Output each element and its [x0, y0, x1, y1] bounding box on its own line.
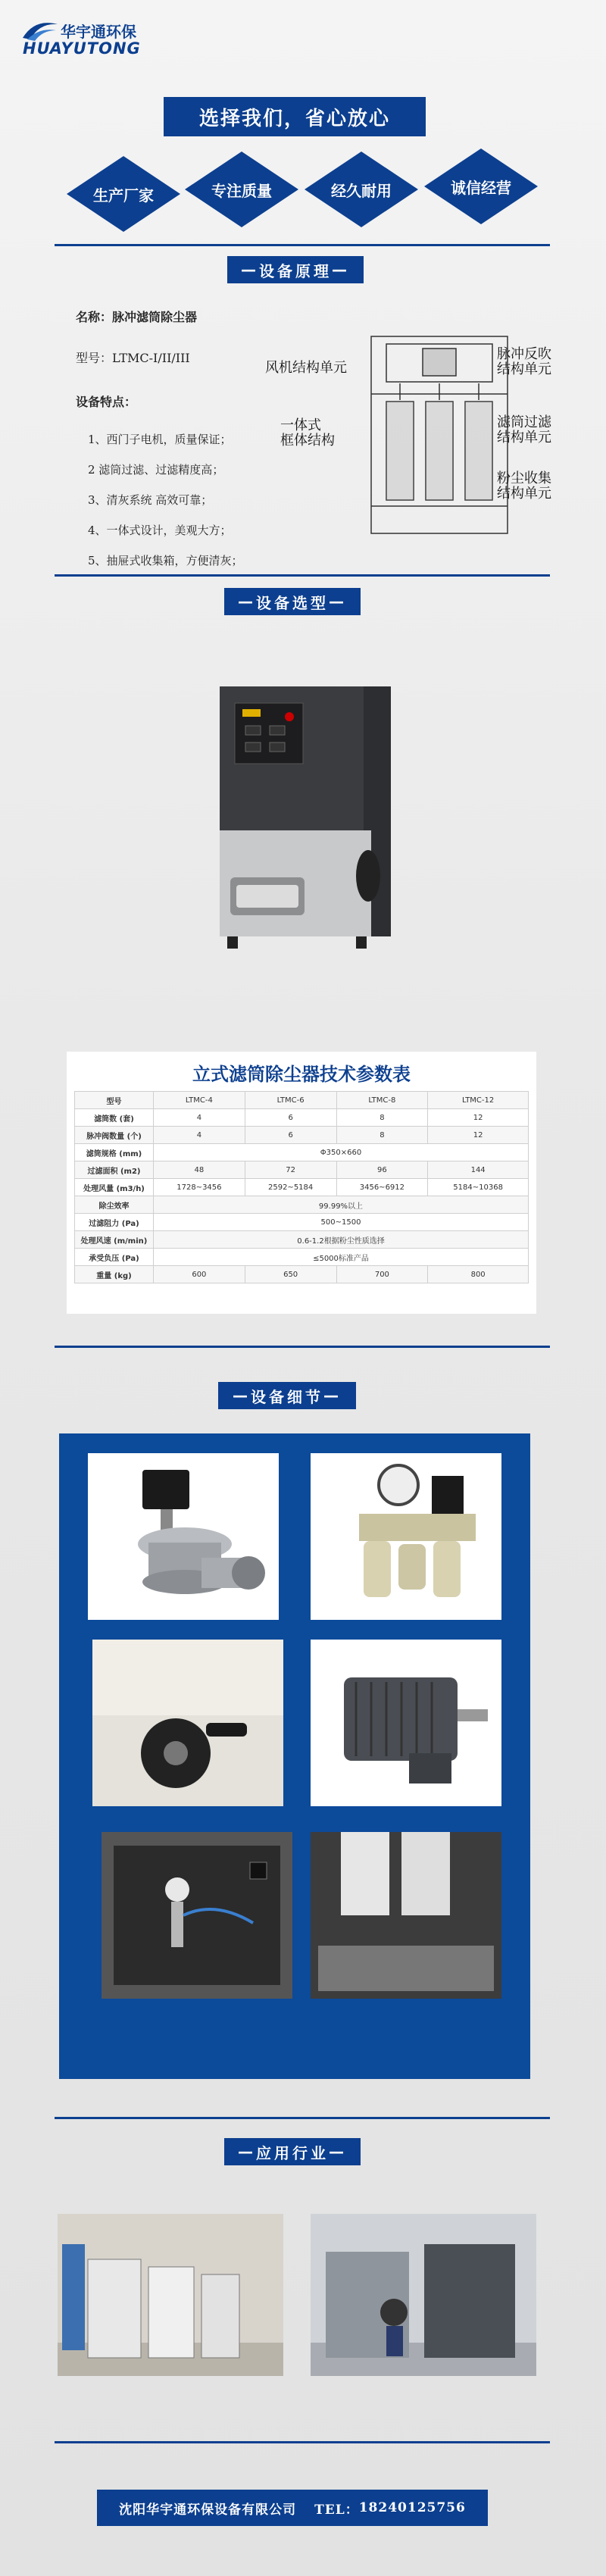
photo-dust-drawer — [311, 1832, 501, 1999]
list-item: 3、清灰系统 高效可靠； — [88, 493, 213, 507]
label-dust-unit: 粉尘收集 结构单元 — [497, 470, 551, 502]
feature-label: 生产厂家 — [93, 186, 154, 205]
list-item: 2 滤筒过滤、过滤精度高； — [88, 463, 224, 477]
table-row: 滤筒数 (套) 4 6 8 12 — [75, 1109, 529, 1127]
feature-label: 诚信经营 — [451, 178, 511, 197]
table-row: 过滤阻力 (Pa) 500~1500 — [75, 1214, 529, 1231]
photo-control-box — [102, 1832, 292, 1999]
product-model: 型号：LTMC-I/II/III — [76, 351, 190, 365]
table-row: 滤筒规格 (mm) Φ350×660 — [75, 1144, 529, 1161]
table-row: 除尘效率 99.99%以上 — [75, 1196, 529, 1214]
table-row: 处理风量 (m3/h) 1728~3456 2592~5184 3456~6912 5184~10368 — [75, 1179, 529, 1196]
feature-list — [88, 424, 243, 576]
logo-swoosh-icon — [20, 17, 59, 42]
table-row: 重量 (kg) 600 650 700 800 — [75, 1266, 529, 1283]
table-row: 承受负压 (Pa) ≤5000标准产品 — [75, 1249, 529, 1266]
list-item: 1、西门子电机，质量保证； — [88, 433, 232, 446]
label-filter-unit: 滤筒过滤 结构单元 — [497, 414, 551, 445]
company-logo — [20, 17, 171, 58]
feature-label: 经久耐用 — [331, 181, 392, 200]
photo-caster-wheel — [92, 1640, 283, 1806]
label-frame-unit: 一体式 框体结构 — [280, 417, 335, 449]
section-title-details: — 设备细节 — — [218, 1382, 356, 1409]
product-name: 名称：脉冲滤筒除尘器 — [76, 310, 198, 324]
feature-diamond-4 — [424, 148, 538, 224]
label-pulse-unit: 脉冲反吹 结构单元 — [497, 346, 551, 377]
list-item: 4、一体式设计，美观大方； — [88, 524, 232, 537]
spec-table-card — [67, 1052, 536, 1314]
photo-air-filter-regulator — [311, 1453, 501, 1620]
table-row: 型号 LTMC-4 LTMC-6 LTMC-8 LTMC-12 — [75, 1092, 529, 1109]
table-row: 处理风速 (m/min) 0.6-1.2根据粉尘性质选择 — [75, 1231, 529, 1249]
divider — [55, 2117, 550, 2119]
slogan-banner: 选择我们，省心放心 — [164, 97, 426, 136]
structure-diagram — [364, 333, 515, 538]
label-fan-unit: 风机结构单元 — [265, 360, 347, 376]
section-title-selection: — 设备选型 — — [224, 588, 361, 615]
spec-table — [74, 1091, 529, 1283]
divider — [55, 574, 550, 577]
photo-pulse-valve — [88, 1453, 279, 1620]
table-row: 过滤面积 (m2) 48 72 96 144 — [75, 1161, 529, 1179]
photo-motor — [311, 1640, 501, 1806]
spec-table-title: 立式滤筒除尘器技术参数表 — [192, 1064, 411, 1085]
list-item: 5、抽屉式收集箱，方便清灰； — [88, 554, 243, 567]
application-photo-1 — [58, 2214, 283, 2376]
footer-contact: 沈阳华宇通环保设备有限公司 TEL： 18240125756 — [97, 2490, 488, 2526]
application-photo-2 — [311, 2214, 536, 2376]
features-title: 设备特点： — [76, 395, 137, 409]
divider — [55, 1346, 550, 1348]
dust-collector-image — [212, 686, 394, 952]
feature-diamond-3 — [305, 152, 418, 227]
section-title-application: — 应用行业 — — [224, 2138, 361, 2165]
table-row: 脉冲阀数量 (个) 4 6 8 12 — [75, 1127, 529, 1144]
section-title-principle: — 设备原理 — — [227, 256, 364, 283]
feature-label: 专注质量 — [211, 181, 272, 200]
details-panel — [59, 1433, 530, 2079]
divider — [55, 244, 550, 246]
logo-text-cn: 华宇通环保 — [61, 23, 136, 41]
logo-text-en: HUAYUTONG — [23, 39, 141, 58]
feature-diamond-1 — [67, 156, 180, 232]
feature-diamond-2 — [185, 152, 298, 227]
divider — [55, 2441, 550, 2443]
